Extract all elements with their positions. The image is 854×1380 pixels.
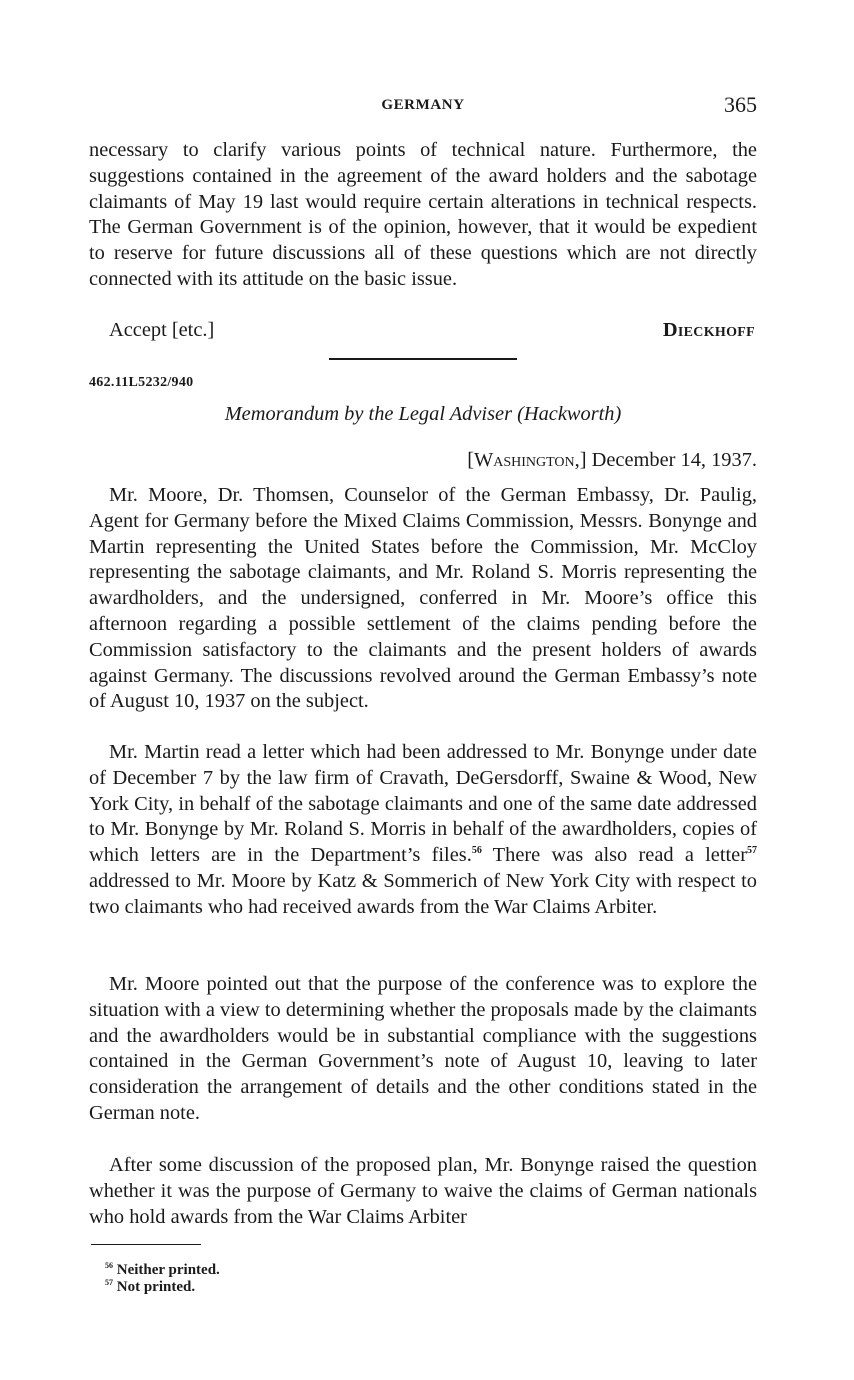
footnote-marker: 56 xyxy=(105,1261,113,1270)
body-paragraph-1: Mr. Moore, Dr. Thomsen, Counselor of the German Embassy, Dr. Paulig, Agent for Germany before the Mixed Claims Commission, Messrs. Bonynge and Martin representing the United States before the Commission, Mr. McCloy representing the sabotage claimants, and Mr. Roland S. Morris representing the awardholders, and the undersigned, conferred in Mr. Moore’s office this afternoon regarding a possible settlement of the claims pending before the Commission satisfactory to the claimants and the present holders of awards against Germany. The discussions revolved around the German Embassy’s note of August 10, 1937 on the subject. xyxy=(89,484,757,713)
running-head xyxy=(89,92,757,122)
file-number: 462.11L5232/940 xyxy=(89,375,194,390)
closing-accept: Accept [etc.] xyxy=(109,319,215,341)
footnote-divider xyxy=(91,1244,201,1245)
footnote-ref-56: 56 xyxy=(471,845,482,857)
document-title: Memorandum by the Legal Adviser (Hackworth) xyxy=(224,403,622,425)
signature: Dieckhoff xyxy=(662,319,755,341)
section-divider xyxy=(329,358,517,360)
page-number: 365 xyxy=(724,92,757,117)
continuation-paragraph: necessary to clarify various points of technical nature. Furthermore, the suggestions contained in the agreement of the award holders and the sabotage claimants of May 19 last would require certain alterations in technical respects. The German Government is of the opinion, however, that it would be expedient to reserve for future discussions all of these questions which are not directly connected with its attitude on the basic issue. xyxy=(89,139,757,290)
footnote-57 xyxy=(105,1279,220,1296)
footnote-text: Neither printed. xyxy=(116,1262,220,1278)
letter-closing xyxy=(89,319,757,345)
footnotes xyxy=(105,1262,220,1296)
footnote-marker: 57 xyxy=(105,1278,113,1287)
footnote-text: Not printed. xyxy=(116,1279,196,1295)
dateline-date: ] December 14, 1937. xyxy=(579,449,757,471)
body-paragraph-4: After some discussion of the proposed plan, Mr. Bonynge raised the question whether it was the purpose of Germany to waive the claims of German nationals who hold awards from the War Claims Arbiter xyxy=(89,1154,757,1228)
paragraph-2-text-c: addressed to Mr. Moore by Katz & Sommerich of New York City with respect to two claimants who had received awards from the War Claims Arbiter. xyxy=(89,869,757,918)
dateline xyxy=(467,449,757,472)
dateline-bracket: [ xyxy=(467,449,474,471)
dateline-place: Washington, xyxy=(474,449,580,471)
footnote-ref-57: 57 xyxy=(747,845,757,857)
body-paragraph-3: Mr. Moore pointed out that the purpose of the conference was to explore the situation with a view to determining whether the proposals made by the claimants and the awardholders would be in substantial compliance with the suggestions contained in the German Government’s note of August 10, leaving to later consideration the arrangement of details and the other conditions stated in the German note. xyxy=(89,973,757,1124)
paragraph-2-text-b: There was also read a letter xyxy=(481,844,747,867)
paragraph-2-text-a: Mr. Martin read a letter which had been addressed to Mr. Bonynge under date of December 7 by the law firm of Cravath, DeGersdorff, Swaine & Wood, New York City, in behalf of the sabotage claimants and one of the same date addressed to Mr. Bonynge by Mr. Roland S. Morris in behalf of the awardholders, copies of which letters are in the Department’s files. xyxy=(89,741,757,867)
running-title: GERMANY xyxy=(381,97,465,113)
footnote-56 xyxy=(105,1262,220,1279)
body-paragraph-2 xyxy=(89,740,757,921)
